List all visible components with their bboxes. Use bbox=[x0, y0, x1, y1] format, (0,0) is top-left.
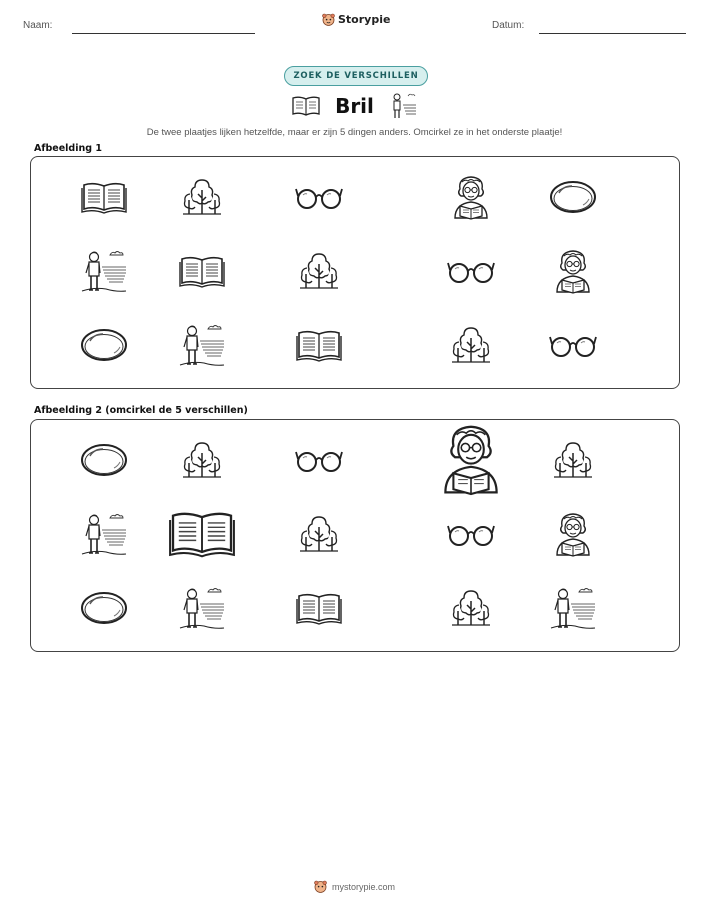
picture2-item[interactable] bbox=[179, 517, 225, 555]
picture1-label: Afbeelding 1 bbox=[34, 143, 102, 154]
picture2-item[interactable] bbox=[552, 511, 594, 561]
footer-url[interactable]: mystorypie.com bbox=[331, 881, 395, 892]
name-line[interactable] bbox=[72, 33, 255, 34]
glasses-icon bbox=[447, 521, 495, 551]
glasses-icon bbox=[549, 332, 597, 362]
title-row bbox=[0, 91, 709, 121]
trees-icon bbox=[450, 324, 492, 370]
picture1-item[interactable] bbox=[450, 174, 492, 224]
date-line[interactable] bbox=[539, 33, 686, 34]
picture2-item[interactable] bbox=[181, 439, 223, 485]
picture1-item[interactable] bbox=[295, 184, 343, 214]
picture2-item[interactable] bbox=[80, 443, 128, 481]
lens-icon bbox=[80, 328, 128, 366]
lens-icon bbox=[80, 443, 128, 481]
picture1-item[interactable] bbox=[296, 328, 342, 366]
trees-icon bbox=[552, 439, 594, 485]
picture1-item[interactable] bbox=[298, 250, 340, 296]
grandma-reading-icon bbox=[437, 422, 504, 502]
lens-icon bbox=[549, 180, 597, 218]
storypie-mascot-icon bbox=[314, 880, 327, 893]
boy-by-water-icon bbox=[388, 91, 418, 121]
trees-icon bbox=[298, 513, 340, 559]
boy-by-water-icon bbox=[178, 321, 226, 373]
trees-icon bbox=[181, 176, 223, 222]
name-label: Naam: bbox=[23, 20, 53, 31]
picture1-item[interactable] bbox=[549, 180, 597, 218]
picture1-item[interactable] bbox=[80, 247, 128, 299]
trees-icon bbox=[298, 250, 340, 296]
book-icon bbox=[169, 508, 236, 563]
date-label: Datum: bbox=[492, 20, 525, 31]
glasses-icon bbox=[447, 258, 495, 288]
grandma-reading-icon bbox=[450, 174, 492, 224]
picture1-item[interactable] bbox=[549, 332, 597, 362]
picture1-item[interactable] bbox=[552, 248, 594, 298]
picture2-item[interactable] bbox=[549, 584, 597, 636]
picture1-item[interactable] bbox=[178, 321, 226, 373]
boy-by-water-icon bbox=[80, 247, 128, 299]
picture2-item[interactable] bbox=[447, 521, 495, 551]
boy-by-water-icon bbox=[80, 510, 128, 562]
picture2-item[interactable] bbox=[298, 513, 340, 559]
picture1-panel[interactable] bbox=[30, 156, 680, 389]
storypie-mascot-icon bbox=[322, 13, 335, 26]
book-icon bbox=[291, 95, 321, 117]
picture1-item[interactable] bbox=[80, 328, 128, 366]
grandma-reading-icon bbox=[552, 511, 594, 561]
boy-by-water-icon bbox=[178, 584, 226, 636]
picture2-item[interactable] bbox=[295, 447, 343, 477]
instructions: De twee plaatjes lijken hetzelfde, maar er zijn 5 dingen anders. Omcirkel ze in het onderste plaatje! bbox=[146, 127, 563, 138]
glasses-icon bbox=[295, 447, 343, 477]
book-icon bbox=[296, 328, 342, 366]
brand-logo bbox=[322, 13, 390, 26]
picture2-item[interactable] bbox=[552, 439, 594, 485]
page-title: Bril bbox=[335, 94, 374, 118]
picture2-label: Afbeelding 2 (omcirkel de 5 verschillen) bbox=[34, 405, 248, 416]
picture2-panel[interactable] bbox=[30, 419, 680, 652]
boy-by-water-icon bbox=[549, 584, 597, 636]
lens-icon bbox=[80, 591, 128, 629]
picture2-item[interactable] bbox=[450, 587, 492, 633]
picture1-item[interactable] bbox=[81, 180, 127, 218]
trees-icon bbox=[181, 439, 223, 485]
activity-badge: ZOEK DE VERSCHILLEN bbox=[284, 66, 428, 86]
brand-name: Storypie bbox=[338, 13, 391, 26]
picture1-item[interactable] bbox=[179, 254, 225, 292]
footer bbox=[0, 880, 709, 893]
picture2-item[interactable] bbox=[80, 591, 128, 629]
picture1-item[interactable] bbox=[447, 258, 495, 288]
picture1-item[interactable] bbox=[450, 324, 492, 370]
book-icon bbox=[179, 254, 225, 292]
grandma-reading-icon bbox=[552, 248, 594, 298]
picture2-item[interactable] bbox=[80, 510, 128, 562]
book-icon bbox=[81, 180, 127, 218]
picture1-item[interactable] bbox=[181, 176, 223, 222]
picture2-item[interactable] bbox=[178, 584, 226, 636]
book-icon bbox=[296, 591, 342, 629]
trees-icon bbox=[450, 587, 492, 633]
picture2-item[interactable] bbox=[450, 437, 492, 487]
glasses-icon bbox=[295, 184, 343, 214]
picture2-item[interactable] bbox=[296, 591, 342, 629]
